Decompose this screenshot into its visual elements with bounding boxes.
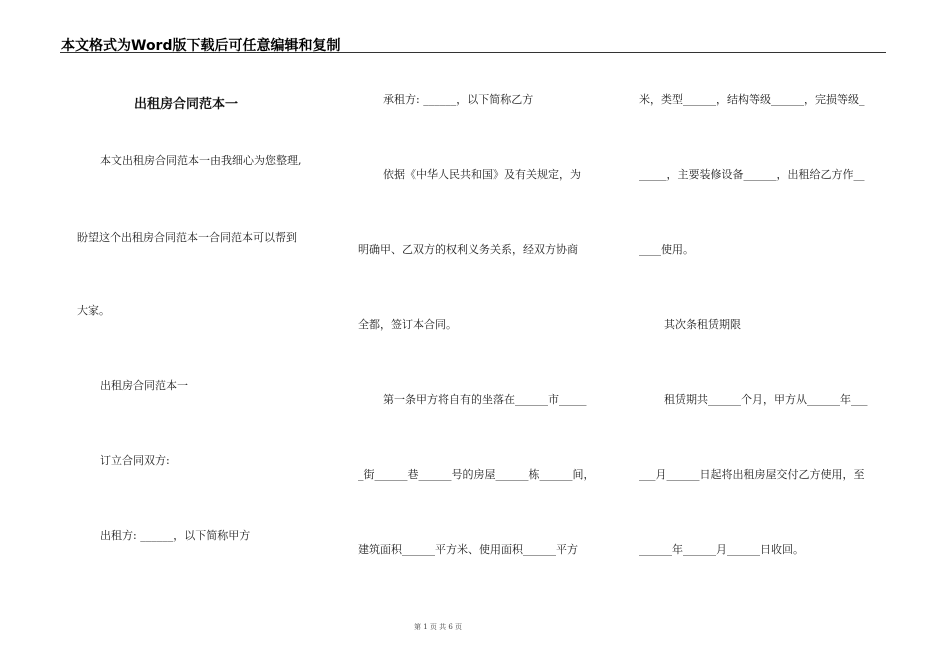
col2-line-7: 建筑面积______平方米、使用面积______平方 xyxy=(358,543,578,556)
col1-line-4: 出租房合同范本一 xyxy=(100,379,188,392)
col1-line-6: 出租方: ______，以下简称甲方 xyxy=(100,529,251,542)
document-title: 出租房合同范本一 xyxy=(134,97,239,112)
col3-line-3: ____使用。 xyxy=(639,243,694,256)
col3-line-5: 租赁期共______个月，甲方从______年___ xyxy=(664,393,868,406)
col1-line-5: 订立合同双方: xyxy=(100,454,170,467)
page-number-footer: 第 1 页 共 6 页 xyxy=(414,623,463,631)
col1-line-2: 盼望这个出租房合同范本一合同范本可以帮到 xyxy=(77,231,297,244)
header-title: 本文格式为Word版下载后可任意编辑和复制 xyxy=(61,38,341,54)
col2-line-4: 全都，签订本合同。 xyxy=(358,318,457,331)
col2-line-2: 依据《中华人民共和国》及有关规定，为 xyxy=(383,168,581,181)
col2-line-1: 承租方: ______，以下简称乙方 xyxy=(383,93,534,106)
col1-line-3: 大家。 xyxy=(77,304,110,317)
col3-line-4: 其次条租赁期限 xyxy=(664,318,741,331)
header-divider xyxy=(60,52,886,53)
col2-line-6: _街______巷______号的房屋______栋______间， xyxy=(358,468,595,481)
col2-line-5: 第一条甲方将自有的坐落在______市_____ xyxy=(383,393,587,406)
col3-line-2: _____，主要装修设备______，出租给乙方作__ xyxy=(639,168,865,181)
col3-line-7: ______年______月______日收回。 xyxy=(639,543,804,556)
col3-line-6: ___月______日起将出租房屋交付乙方使用，至 xyxy=(639,468,865,481)
col2-line-3: 明确甲、乙双方的权利义务关系，经双方协商 xyxy=(358,243,578,256)
col3-line-1: 米，类型______，结构等级______，完损等级_ xyxy=(639,93,865,106)
col1-line-1: 本文出租房合同范本一由我细心为您整理, xyxy=(100,154,302,167)
